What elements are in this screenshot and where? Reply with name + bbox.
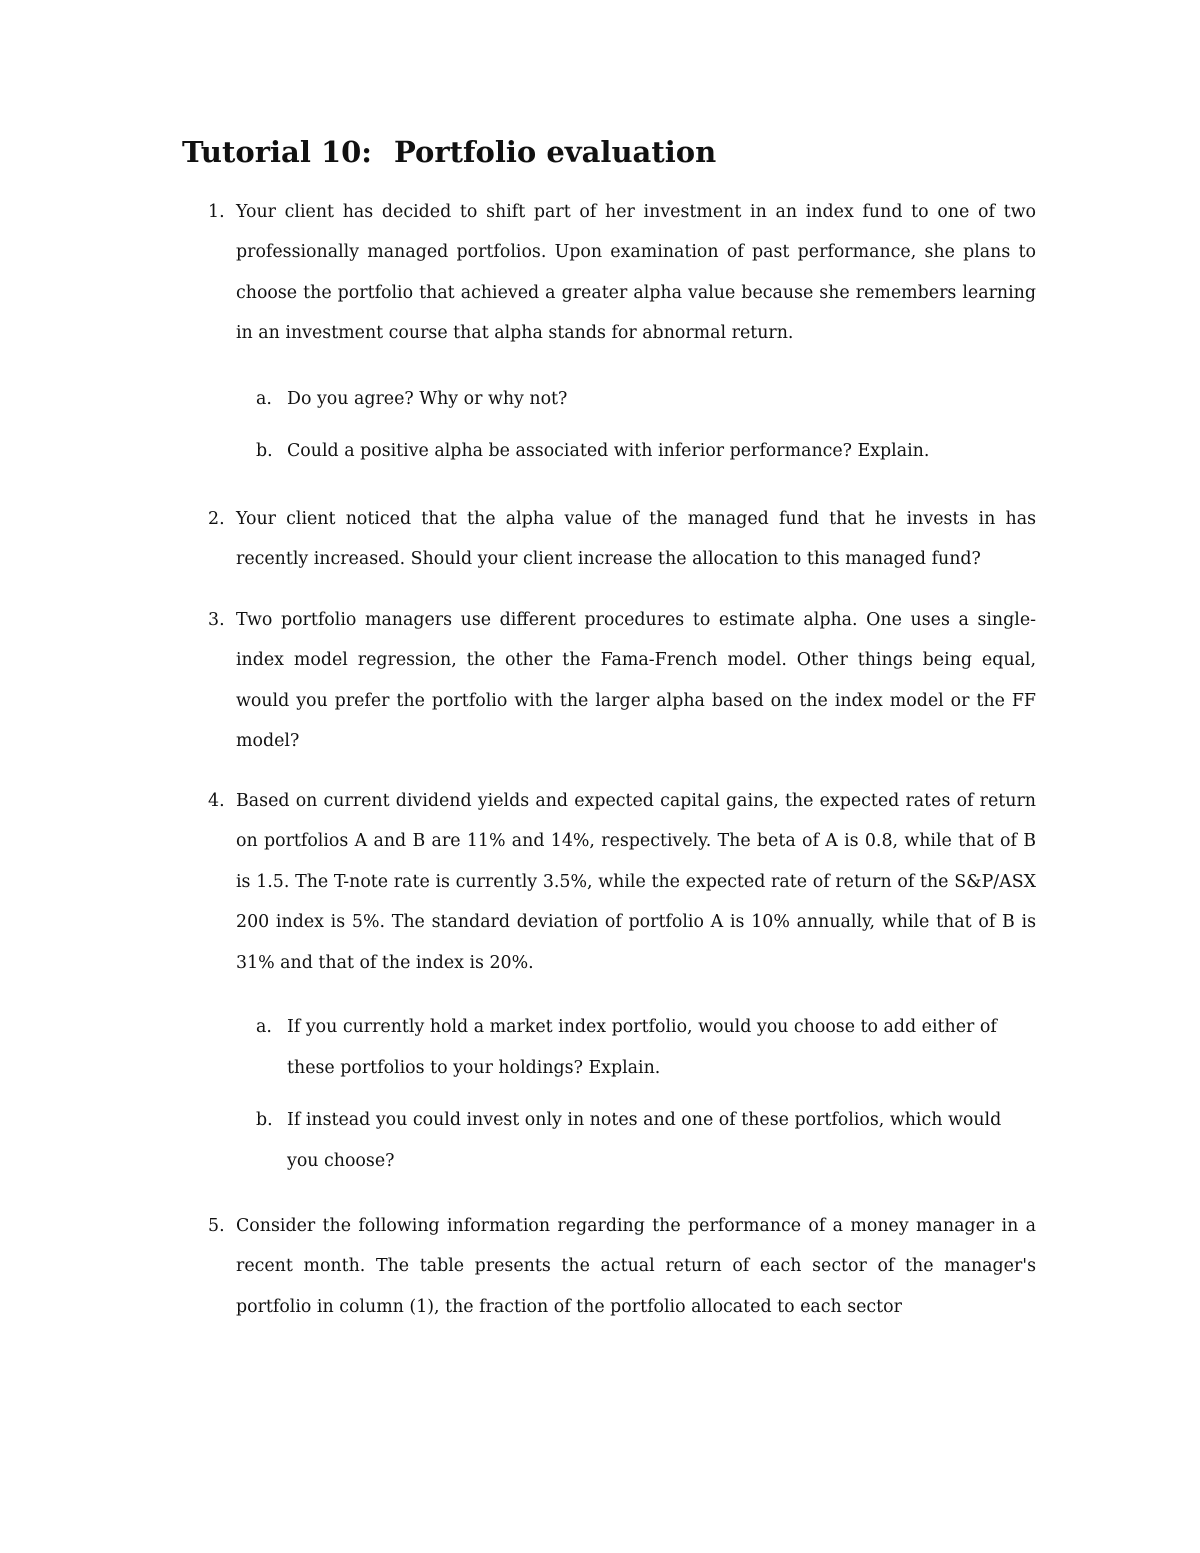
question-3 bbox=[208, 600, 1036, 762]
part-label: b. bbox=[256, 1110, 273, 1130]
question-1-part-b bbox=[256, 431, 1032, 472]
question-4 bbox=[208, 781, 1036, 983]
question-text: Consider the following information regarding the performance of a money manager in a recent month. The table presents the actual return of each sector of the manager's portfolio in column (1), the fraction of the portfolio allocated to each sector bbox=[236, 1216, 1036, 1317]
question-text: Two portfolio managers use different procedures to estimate alpha. One uses a single-index model regression, the other the Fama-French model. Other things being equal, would you prefer the portfolio with the larger alpha based on the index model or the FF model? bbox=[236, 610, 1036, 752]
question-text: Based on current dividend yields and expected capital gains, the expected rates of return on portfolios A and B are 11% and 14%, respectively. The beta of A is 0.8, while that of B is 1.5. The T-note rate is currently 3.5%, while the expected rate of return of the S&P/ASX 200 index is 5%. The standard deviation of portfolio A is 10% annually, while that of B is 31% and that of the index is 20%. bbox=[236, 791, 1036, 973]
question-number: 4. bbox=[208, 791, 225, 811]
part-text: If you currently hold a market index portfolio, would you choose to add either of these portfolios to your holdings? Explain. bbox=[287, 1017, 997, 1078]
question-1 bbox=[208, 192, 1036, 354]
part-label: a. bbox=[256, 1017, 272, 1037]
part-label: a. bbox=[256, 389, 272, 409]
question-2 bbox=[208, 499, 1036, 580]
question-number: 5. bbox=[208, 1216, 225, 1236]
tutorial-number: Tutorial 10: bbox=[182, 135, 373, 169]
part-text: Do you agree? Why or why not? bbox=[287, 389, 568, 409]
question-number: 2. bbox=[208, 509, 225, 529]
question-number: 1. bbox=[208, 202, 225, 222]
question-text: Your client has decided to shift part of her investment in an index fund to one of two professionally managed portfolios. Upon examination of past performance, she plans to choose the portfolio that achieved a greater alpha value because she remembers learning in an investment course that alpha stands for abnormal return. bbox=[236, 202, 1036, 344]
tutorial-topic: Portfolio evaluation bbox=[394, 135, 717, 169]
page-title bbox=[182, 132, 716, 172]
part-text: If instead you could invest only in notes and one of these portfolios, which would you choose? bbox=[287, 1110, 1002, 1171]
question-5 bbox=[208, 1206, 1036, 1327]
question-text: Your client noticed that the alpha value of the managed fund that he invests in has recently increased. Should your client increase the allocation to this managed fund? bbox=[236, 509, 1036, 570]
part-text: Could a positive alpha be associated with inferior performance? Explain. bbox=[287, 441, 930, 461]
question-1-part-a bbox=[256, 379, 1032, 420]
question-4-part-b bbox=[256, 1100, 1032, 1182]
part-label: b. bbox=[256, 441, 273, 461]
question-number: 3. bbox=[208, 610, 225, 630]
question-4-part-a bbox=[256, 1007, 1032, 1089]
